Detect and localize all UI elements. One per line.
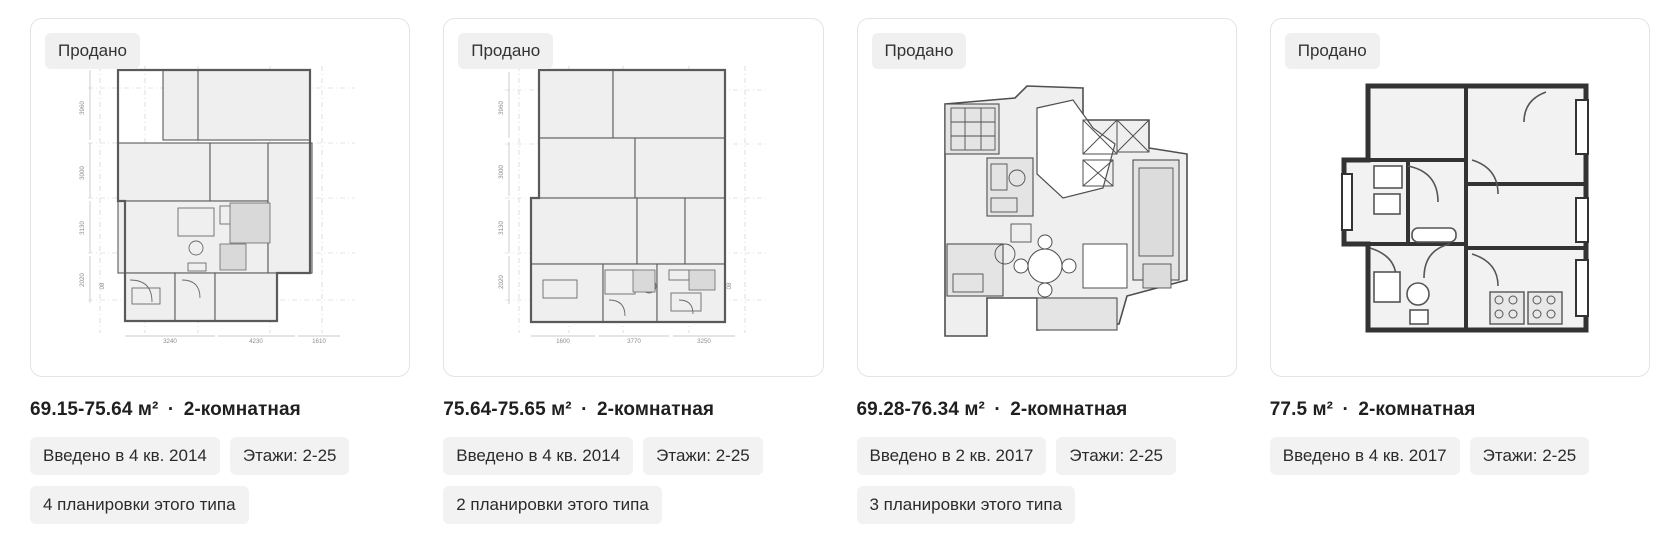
separator-dot: · [581, 399, 588, 420]
separator-dot: · [994, 399, 1001, 420]
tag-row-primary [443, 437, 823, 475]
area-value: 69.15-75.64 м² [30, 399, 159, 420]
status-badge: Продано [458, 33, 553, 69]
floorplan-card[interactable] [30, 18, 410, 524]
status-badge: Продано [872, 33, 967, 69]
tag-variants[interactable]: 3 планировки этого типа [857, 486, 1076, 524]
svg-text:2020: 2020 [498, 274, 506, 289]
svg-text:3250: 3250 [697, 337, 712, 345]
tag-row-secondary [857, 486, 1237, 524]
floorplan-thumbnail[interactable] [857, 18, 1237, 377]
svg-text:3960: 3960 [498, 100, 506, 115]
floorplan-drawing-a [31, 19, 409, 376]
tag-floors: Этажи: 2-25 [1056, 437, 1176, 475]
area-value: 75.64-75.65 м² [443, 399, 572, 420]
tag-floors: Этажи: 2-25 [1470, 437, 1590, 475]
svg-text:3240: 3240 [163, 337, 178, 345]
rooms-value: 2-комнатная [596, 399, 715, 420]
svg-text:2020: 2020 [79, 272, 87, 287]
svg-text:08: 08 [99, 282, 107, 289]
rooms-value: 2-комнатная [1358, 399, 1476, 420]
tag-variants[interactable]: 2 планировки этого типа [443, 486, 662, 524]
floorplan-thumbnail[interactable] [1270, 18, 1650, 377]
tag-row-secondary [30, 486, 410, 524]
svg-text:1600: 1600 [556, 337, 571, 345]
svg-text:3960: 3960 [79, 100, 87, 115]
tag-row-primary [857, 437, 1237, 475]
tag-variants[interactable]: 4 планировки этого типа [30, 486, 249, 524]
tag-commissioned: Введено в 4 кв. 2014 [443, 437, 633, 475]
floorplan-summary [857, 399, 1237, 421]
svg-text:3130: 3130 [498, 220, 506, 235]
floorplan-summary [443, 399, 823, 421]
tag-row-secondary [1270, 486, 1650, 507]
floorplan-drawing-c [858, 19, 1236, 376]
area-value: 77.5 м² [1269, 399, 1334, 420]
floorplan-drawing-b [444, 19, 822, 376]
separator-dot: · [1342, 399, 1349, 420]
floorplan-summary [30, 399, 410, 421]
floorplan-card[interactable] [1270, 18, 1650, 524]
status-badge: Продано [45, 33, 140, 69]
tag-row-primary [30, 437, 410, 475]
floorplan-thumbnail[interactable] [443, 18, 823, 377]
svg-text:3770: 3770 [627, 337, 642, 345]
tag-commissioned: Введено в 4 кв. 2017 [1270, 437, 1460, 475]
tag-commissioned: Введено в 2 кв. 2017 [857, 437, 1047, 475]
area-value: 69.28-76.34 м² [856, 399, 985, 420]
separator-dot: · [167, 399, 175, 420]
rooms-value: 2-комнатная [1010, 399, 1128, 420]
floorplan-card[interactable] [857, 18, 1237, 524]
floorplan-drawing-d [1271, 19, 1649, 376]
floorplan-summary [1270, 399, 1650, 421]
floorplan-card[interactable] [443, 18, 823, 524]
svg-text:4230: 4230 [249, 337, 264, 345]
rooms-value: 2-комнатная [183, 399, 301, 420]
svg-text:3130: 3130 [79, 220, 87, 235]
svg-text:08: 08 [726, 282, 734, 289]
tag-row-secondary [443, 486, 823, 524]
floorplan-thumbnail[interactable] [30, 18, 410, 377]
tag-row-primary [1270, 437, 1650, 475]
status-badge: Продано [1285, 33, 1380, 69]
tag-commissioned: Введено в 4 кв. 2014 [30, 437, 220, 475]
tag-floors: Этажи: 2-25 [643, 437, 763, 475]
svg-text:1610: 1610 [312, 337, 327, 345]
svg-text:3000: 3000 [498, 164, 506, 179]
tag-floors: Этажи: 2-25 [230, 437, 350, 475]
svg-text:3000: 3000 [79, 165, 87, 180]
